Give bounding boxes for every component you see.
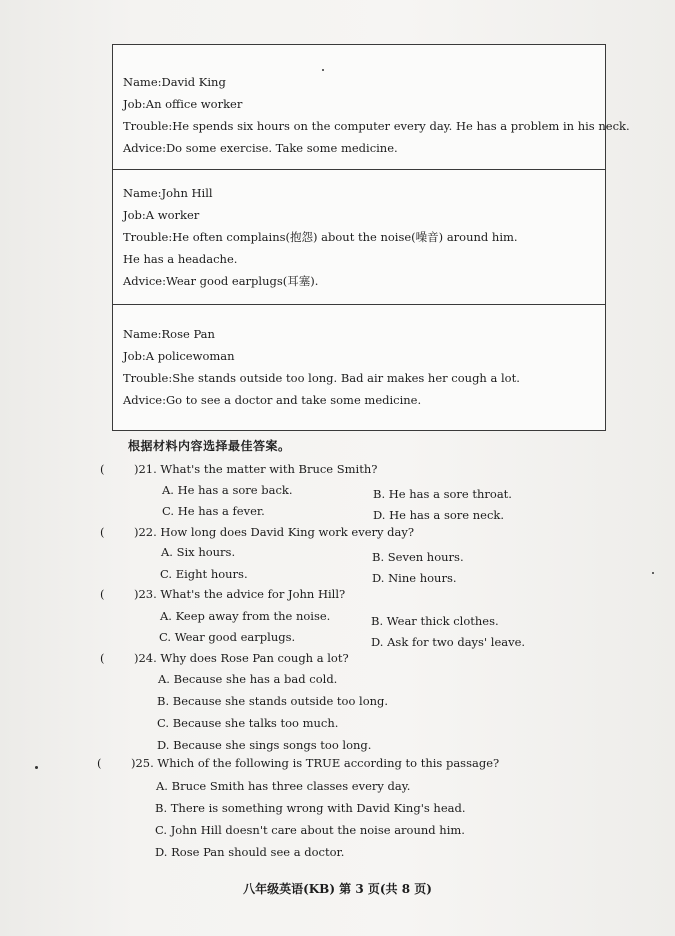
question-stem: )22. How long does David King work every day? — [134, 525, 415, 539]
answer-blank[interactable]: ( — [97, 756, 102, 770]
option-a: A. Keep away from the noise. — [160, 609, 331, 623]
option-d: D. He has a sore neck. — [373, 508, 505, 522]
card-line: Trouble:She stands outside too long. Bad air makes her cough a lot. — [123, 371, 520, 385]
profile-card-david-king — [112, 44, 630, 170]
card-line: Job:A worker — [123, 208, 200, 222]
scan-speck — [35, 766, 38, 769]
option-d: D. Because she sings songs too long. — [157, 738, 372, 752]
profile-cards — [112, 44, 630, 431]
card-line: Name:David King — [123, 75, 226, 89]
option-c: C. John Hill doesn't care about the noise around him. — [155, 823, 465, 837]
option-a: A. He has a sore back. — [162, 483, 293, 497]
question-stem: )23. What's the advice for John Hill? — [134, 587, 346, 601]
option-c: C. Because she talks too much. — [157, 716, 339, 730]
option-b: B. He has a sore throat. — [373, 487, 512, 501]
option-c: C. Eight hours. — [160, 567, 248, 581]
question-stem: )25. Which of the following is TRUE according to this passage? — [131, 756, 500, 770]
option-b: B. There is something wrong with David King's head. — [155, 801, 466, 815]
card-line: Name:Rose Pan — [123, 327, 215, 341]
answer-blank[interactable]: ( — [100, 525, 105, 539]
page-footer: 八年级英语(KB) 第 3 页(共 8 页) — [243, 882, 432, 896]
card-line: Name:John Hill — [123, 186, 213, 200]
card-line: Advice:Wear good earplugs(耳塞). — [123, 274, 319, 288]
section-instruction: 根据材料内容选择最佳答案。 — [128, 439, 291, 453]
option-c: C. He has a fever. — [162, 504, 265, 518]
question-stem: )24. Why does Rose Pan cough a lot? — [134, 651, 349, 665]
option-d: D. Ask for two days' leave. — [371, 635, 526, 649]
card-line: He has a headache. — [123, 252, 238, 266]
scan-speck — [652, 572, 654, 574]
option-c: C. Wear good earplugs. — [159, 630, 296, 644]
option-a: A. Bruce Smith has three classes every day. — [156, 779, 411, 793]
profile-card-john-hill — [112, 170, 606, 305]
card-line: Advice:Do some exercise. Take some medicine. — [123, 141, 398, 155]
card-line: Job:A policewoman — [123, 349, 235, 363]
option-b: B. Seven hours. — [372, 550, 464, 564]
option-d: D. Nine hours. — [372, 571, 457, 585]
profile-card-rose-pan — [112, 305, 606, 431]
option-a: A. Because she has a bad cold. — [158, 672, 338, 686]
answer-blank[interactable]: ( — [100, 462, 105, 476]
scan-speck — [322, 69, 324, 71]
option-b: B. Because she stands outside too long. — [157, 694, 389, 708]
card-line: Job:An office worker — [123, 97, 243, 111]
question-stem: )21. What's the matter with Bruce Smith? — [134, 462, 378, 476]
option-d: D. Rose Pan should see a doctor. — [155, 845, 345, 859]
option-b: B. Wear thick clothes. — [371, 614, 499, 628]
option-a: A. Six hours. — [161, 545, 236, 559]
card-line: Trouble:He spends six hours on the computer every day. He has a problem in his neck. — [123, 119, 630, 133]
card-line: Advice:Go to see a doctor and take some medicine. — [123, 393, 422, 407]
answer-blank[interactable]: ( — [100, 587, 105, 601]
answer-blank[interactable]: ( — [100, 651, 105, 665]
card-line: Trouble:He often complains(抱怨) about the noise(噪音) around him. — [123, 230, 518, 244]
